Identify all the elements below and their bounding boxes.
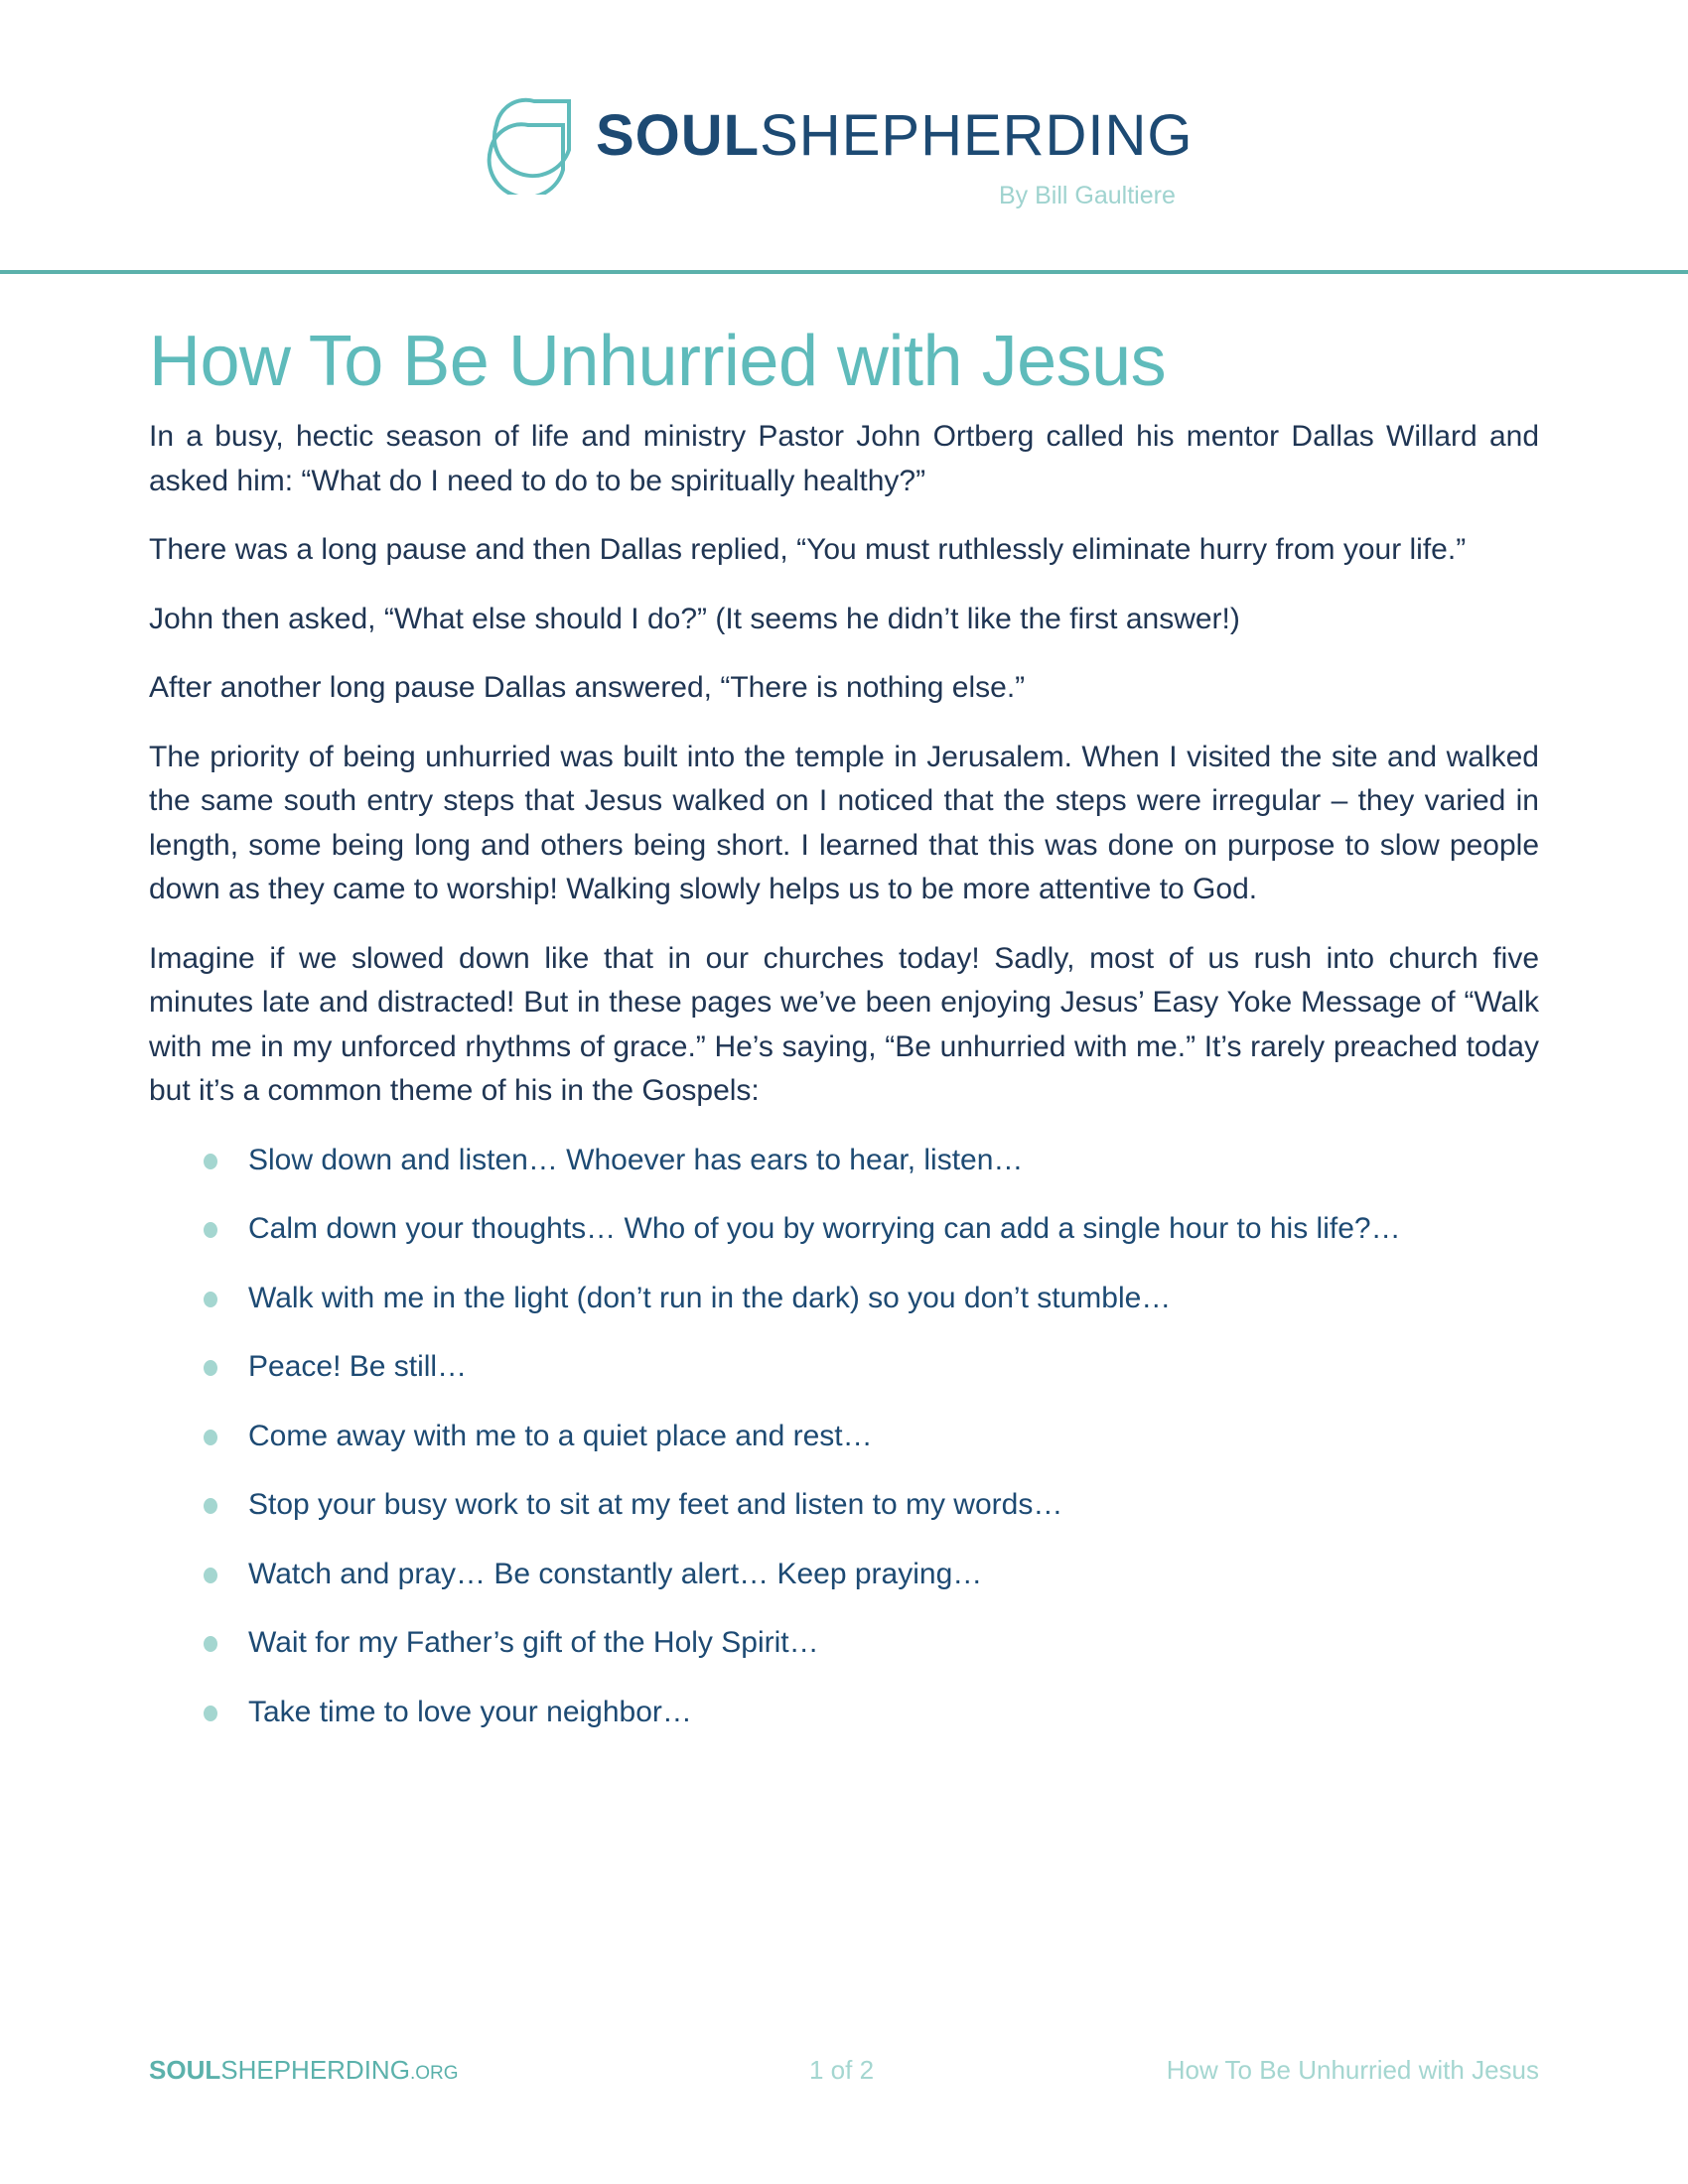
bullet-dot-icon [204, 1292, 217, 1307]
bullet-dot-icon [204, 1360, 217, 1376]
paragraph: John then asked, “What else should I do?” (It seems he didn’t like the first answer!) [149, 602, 1240, 635]
list-item [149, 1207, 1539, 1252]
footer-site-tld: .ORG [409, 2063, 459, 2084]
paragraph: There was a long pause and then Dallas replied, “You must ruthlessly eliminate hurry from your life.” [149, 533, 1467, 567]
leaf-drop-outline-icon [475, 95, 579, 195]
header-divider [0, 270, 1688, 274]
document-body [149, 323, 1539, 1759]
list-item [149, 1345, 1539, 1390]
brand-wordmark [596, 103, 1194, 168]
footer-site-bold: SOUL [149, 2055, 221, 2085]
footer-site-light: SHEPHERDING [220, 2055, 410, 2085]
list-item-text: Walk with me in the light (don’t run in the dark) so you don’t stumble… [248, 1281, 1172, 1314]
bullet-dot-icon [204, 1706, 217, 1721]
page-indicator: 1 of 2 [809, 2055, 875, 2085]
paragraph: In a busy, hectic season of life and ministry Pastor John Ortberg called his mentor Dallas Willard and asked him: “What do I need to do to be spiritually healthy?” [149, 420, 1539, 497]
paragraph: The priority of being unhurried was built into the temple in Jerusalem. When I visited the site and walked the same south entry steps that Jesus walked on I noticed that the steps were irregular – they varied in length, some being long and others being short. I learned that this was done on purpose to slow people down as they came to worship! Walking slowly helps us to be more attentive to God. [149, 740, 1539, 906]
footer-document-title: How To Be Unhurried with Jesus [1166, 2055, 1539, 2085]
paragraph: After another long pause Dallas answered, “There is nothing else.” [149, 671, 1026, 705]
page-header [0, 0, 1688, 273]
list-item-text: Peace! Be still… [248, 1350, 468, 1384]
list-item [149, 1621, 1539, 1666]
bullet-dot-icon [204, 1636, 217, 1652]
list-item-text: Take time to love your neighbor… [248, 1695, 692, 1728]
list-item [149, 1139, 1539, 1183]
bullet-dot-icon [204, 1154, 217, 1169]
bullet-dot-icon [204, 1222, 217, 1238]
gospel-themes-list [149, 1139, 1539, 1735]
list-item [149, 1415, 1539, 1459]
brand-wordmark-bold: SOUL [596, 103, 761, 168]
list-item-text: Come away with me to a quiet place and rest… [248, 1419, 873, 1452]
document-title: How To Be Unhurried with Jesus [149, 322, 1167, 401]
footer-site-link[interactable] [149, 2050, 459, 2094]
list-item-text: Watch and pray… Be constantly alert… Keep praying… [248, 1557, 983, 1590]
bullet-dot-icon [204, 1430, 217, 1445]
list-item-text: Calm down your thoughts… Who of you by worrying can add a single hour to his life?… [248, 1212, 1401, 1246]
list-item-text: Wait for my Father’s gift of the Holy Spirit… [248, 1626, 819, 1660]
paragraph: Imagine if we slowed down like that in our churches today! Sadly, most of us rush into church five minutes late and distracted! But in these pages we’ve been enjoying Jesus’ Easy Yoke Message of “Walk with me in my unforced rhythms of grace.” He’s saying, “Be unhurried with me.” It’s rarely preached today but it’s a common theme of his in the Gospels: [149, 941, 1539, 1108]
bullet-dot-icon [204, 1498, 217, 1514]
page-footer [149, 2050, 1539, 2090]
list-item-text: Stop your busy work to sit at my feet and listen to my words… [248, 1488, 1063, 1522]
byline: By Bill Gaultiere [999, 182, 1176, 209]
list-item [149, 1277, 1539, 1321]
bullet-dot-icon [204, 1568, 217, 1583]
brand-wordmark-light: SHEPHERDING [760, 103, 1194, 168]
list-item [149, 1553, 1539, 1597]
list-item [149, 1483, 1539, 1528]
list-item-text: Slow down and listen… Whoever has ears to hear, listen… [248, 1143, 1024, 1176]
list-item [149, 1691, 1539, 1735]
